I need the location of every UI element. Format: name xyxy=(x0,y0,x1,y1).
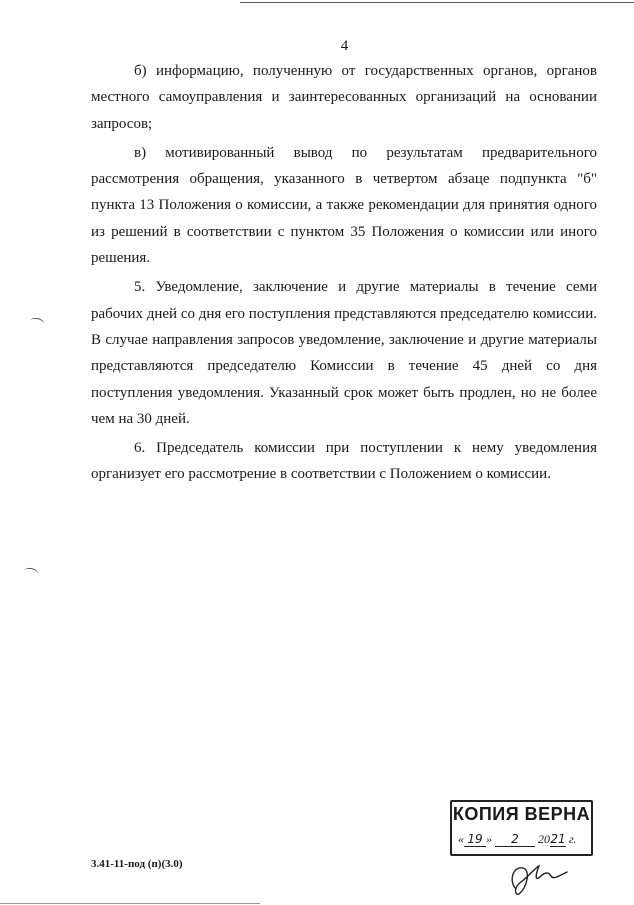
document-body xyxy=(91,58,597,488)
certified-copy-stamp xyxy=(450,800,595,858)
stamp-year-prefix: 20 xyxy=(538,832,550,846)
paragraph-v: в) мотивированный вывод по результатам предварительного рассмотрения обращения, указанного в четвертом абзаце подпункта "б" пункта 13 Положения о комиссии, а также рекомендации для принятия одного из решений в соответствии с пунктом 35 Положения о комиссии или иного решения. xyxy=(91,144,597,267)
stamp-month: 2 xyxy=(495,832,535,847)
stamp-open-quote: « xyxy=(458,832,464,846)
hole-punch-mark xyxy=(29,317,45,329)
paragraph-b: б) информацию, полученную от государственных органов, органов местного самоуправления и заинтересованных организаций на основании запросов; xyxy=(91,63,597,132)
stamp-frame xyxy=(450,800,593,856)
page-number: 4 xyxy=(340,38,349,54)
stamp-day: 19 xyxy=(464,832,486,847)
bottom-edge-line xyxy=(0,903,260,904)
hole-punch-mark xyxy=(23,567,39,579)
paragraph-6: 6. Председатель комиссии при поступлении к нему уведомления организует его рассмотрение в соответствии с Положением о комиссии. xyxy=(91,440,597,483)
document-code: 3.41-11-под (п)(3.0) xyxy=(91,858,183,870)
stamp-date xyxy=(458,832,577,847)
stamp-year-suffix: 21 xyxy=(550,832,566,846)
top-edge-line xyxy=(240,2,634,3)
stamp-close-quote: » xyxy=(486,832,492,846)
handwritten-signature xyxy=(505,858,575,898)
stamp-title: КОПИЯ ВЕРНА xyxy=(452,804,591,824)
stamp-year-unit: г. xyxy=(569,832,577,846)
paragraph-5: 5. Уведомление, заключение и другие материалы в течение семи рабочих дней со дня его поступления представляются председателю комиссии. В случае направления запросов уведомление, заключение и другие материалы представляются председателю Комиссии в течение 45 дней со дня поступления уведомления. Указанный срок может быть продлен, но не более чем на 30 дней. xyxy=(91,279,597,427)
